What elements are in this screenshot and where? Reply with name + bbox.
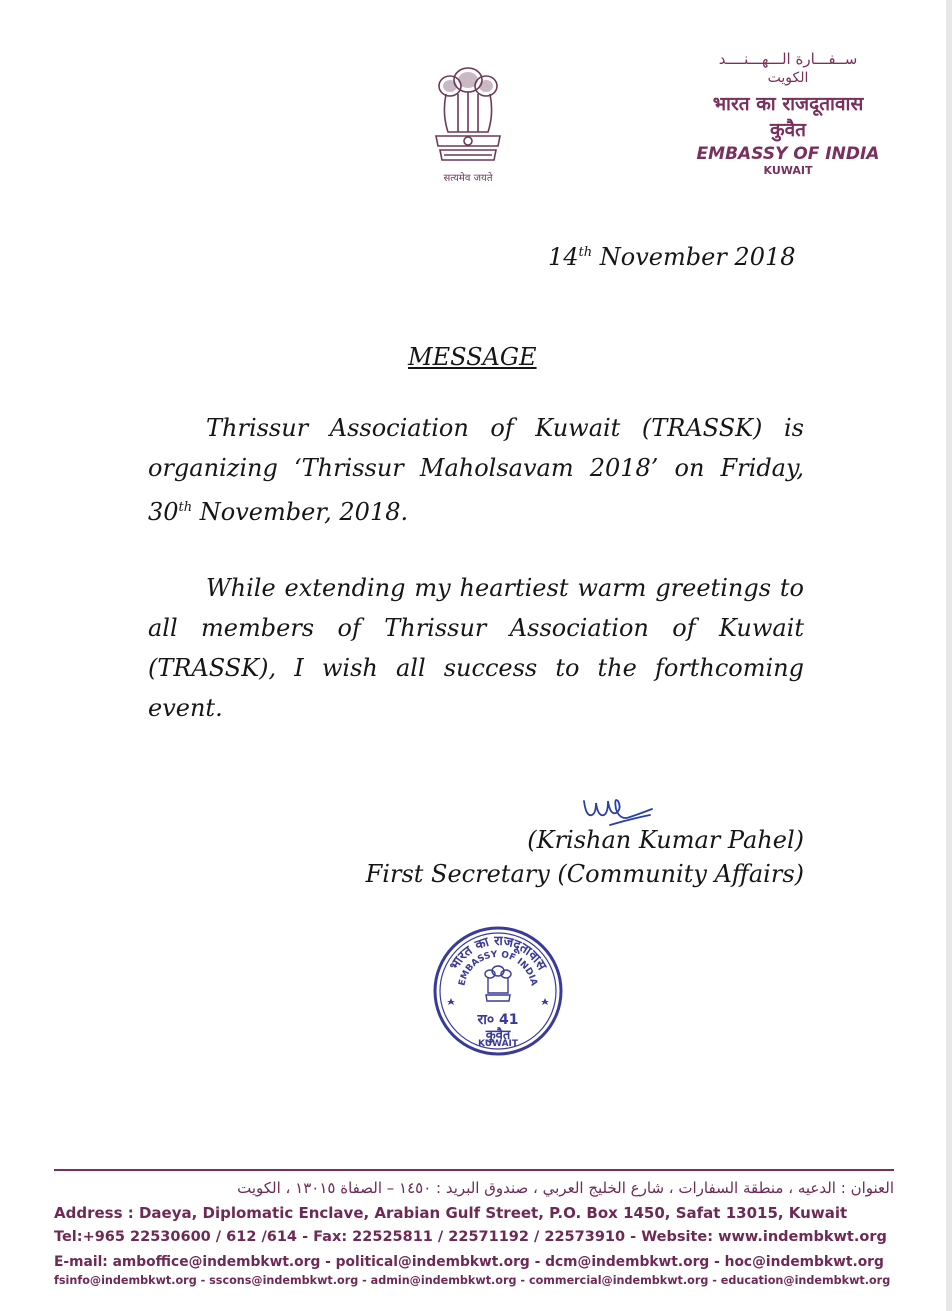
letter-heading: MESSAGE	[408, 343, 537, 371]
letter-date	[548, 243, 796, 271]
seal-number: रा० 41	[477, 1012, 519, 1028]
national-emblem	[428, 62, 508, 184]
seal-emblem-icon	[485, 966, 511, 1001]
footer-divider	[54, 1169, 894, 1171]
seal-outer-text: भारत का राजदूतावास	[447, 933, 550, 974]
paragraph-2	[148, 568, 804, 728]
paragraph-1	[148, 408, 804, 532]
footer-emails-1: E-mail: amboffice@indembkwt.org - political@indembkwt.org - dcm@indembkwt.org - hoc@indembkwt.org	[54, 1254, 884, 1270]
paragraph-2-text: While extending my heartiest warm greetings to all members of Thrissur Association of Kuwait (TRASSK), I wish all success to the forthcoming event.	[148, 574, 804, 722]
paragraph-1-text-b: November, 2018.	[192, 498, 409, 526]
ashoka-lion-capital-icon	[428, 62, 508, 166]
seal-city: KUWAIT	[477, 1039, 519, 1049]
signatory-title: First Secretary (Community Affairs)	[365, 860, 804, 888]
embassy-seal	[432, 925, 564, 1057]
letterhead-english-city: KUWAIT	[763, 164, 813, 177]
footer-telephone: Tel:+965 22530600 / 612 /614 - Fax: 22525811 / 22571192 / 22573910 - Website: www.indembkwt.org	[54, 1229, 887, 1245]
signatory-name: (Krishan Kumar Pahel)	[527, 826, 804, 854]
letterhead-hindi-name: भारत का राजदूतावास	[712, 93, 864, 115]
date-day: 14	[548, 243, 579, 271]
date-rest: November 2018	[592, 243, 796, 271]
letterhead-title	[660, 50, 910, 177]
emblem-motto: सत्यमेव जयते	[443, 173, 493, 184]
seal-inner-text: EMBASSY OF INDIA	[457, 949, 539, 987]
date-suffix: th	[578, 245, 593, 260]
letterhead-arabic-name: ســفـــارة الـــهـــنــــد	[718, 50, 858, 68]
footer-arabic-address: العنوان : الدعيه ، منطقة السفارات ، شارع الخليج العربي ، صندوق البريد : ١٤٥٠ – الصفاة ١٣٠١٥ ، الكويت	[237, 1179, 894, 1197]
paragraph-1-text-a: Thrissur Association of Kuwait (TRASSK) is organizing ‘Thrissur Maholsavam 2018’ on Friday, 30	[148, 414, 804, 526]
footer-emails-2: fsinfo@indembkwt.org - sscons@indembkwt.org - admin@indembkwt.org - commercial@indembkwt.org - education@indembkwt.org	[54, 1274, 891, 1287]
letterhead-arabic-city: الكويت	[767, 70, 809, 86]
seal-hindi-city: कुवैत	[485, 1028, 511, 1043]
paragraph-1-sup: th	[178, 500, 193, 515]
page-edge	[946, 0, 952, 1311]
letterhead-hindi-city: कुवैत	[770, 119, 806, 141]
letterhead-english-name: EMBASSY OF INDIA	[696, 144, 880, 164]
footer-address: Address : Daeya, Diplomatic Enclave, Arabian Gulf Street, P.O. Box 1450, Safat 13015, Kuwait	[54, 1204, 848, 1222]
